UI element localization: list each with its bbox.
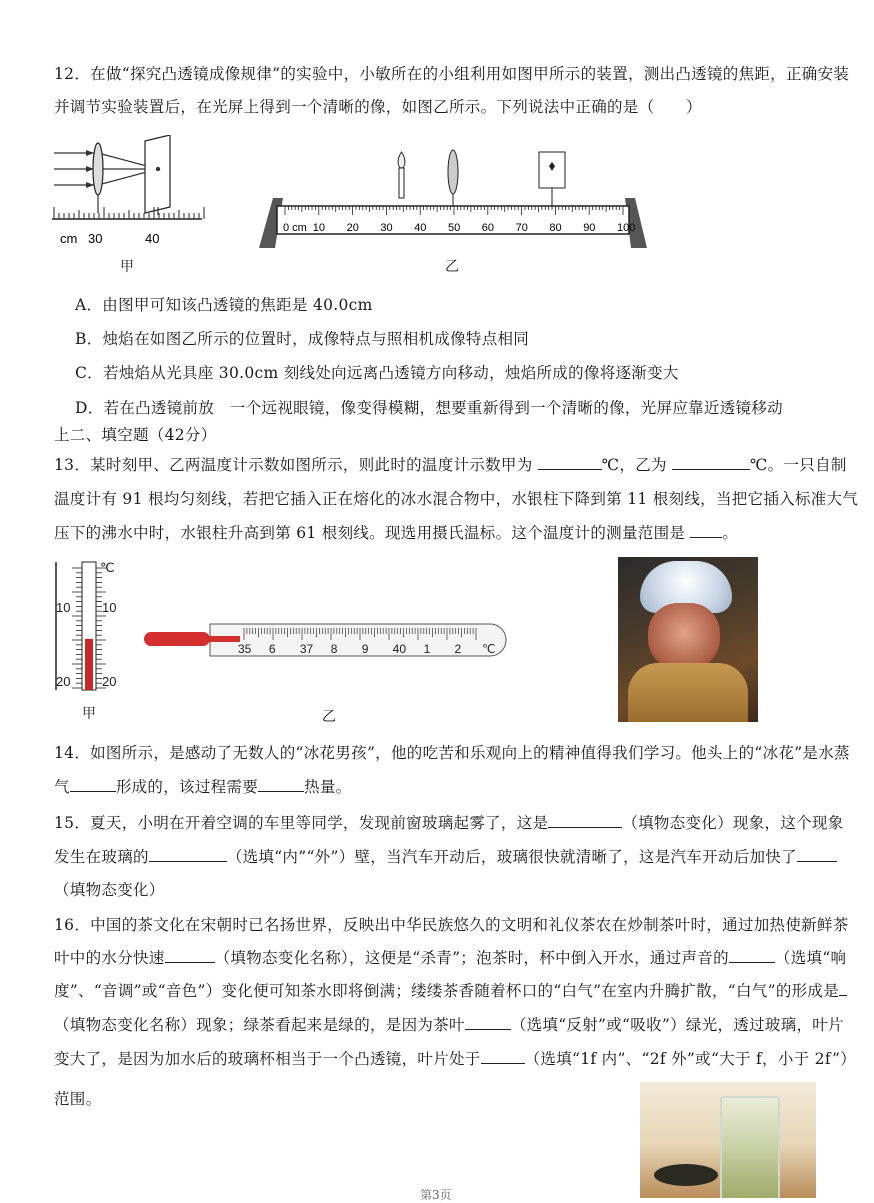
q13-unit2: ℃。一只自制: [750, 456, 847, 474]
q13-line3: [54, 521, 844, 543]
q16-text: 度”、“音调”或“音色”）变化便可知茶水即将倒满；缕缕茶香随着杯口的“白气”在室内升腾扩散，“白气”的形成是: [54, 982, 840, 1000]
q16-text: 叶中的水分快速: [54, 949, 165, 967]
section-heading-fill-in: 上二、填空题（42分）: [54, 426, 217, 444]
q15-line2: [54, 845, 844, 867]
answer-blank[interactable]: [481, 1049, 525, 1064]
lens-focal-length-figure: [50, 135, 210, 250]
ice-flower-boy-photo: [618, 557, 758, 722]
q13-unit1: ℃，乙为: [601, 456, 667, 474]
q16-line2: [54, 946, 847, 968]
figure-caption-yi: 乙: [445, 259, 459, 275]
ruler-tick-40: 40: [145, 231, 160, 246]
answer-blank[interactable]: [690, 523, 722, 538]
answer-blank[interactable]: [548, 813, 622, 828]
bench-tick-label: 50: [448, 222, 461, 234]
bench-tick-label: 100: [617, 222, 636, 234]
answer-blank[interactable]: [149, 847, 227, 862]
therm-yi-label: 40: [392, 642, 407, 656]
therm-jia-right-10: 10: [102, 600, 117, 615]
bench-tick-label: 30: [380, 222, 393, 234]
q15-line3: （填物态变化）: [54, 881, 165, 899]
thermometer-jia: [52, 560, 132, 695]
answer-blank[interactable]: [70, 777, 116, 792]
ruler-unit-label: cm: [60, 231, 78, 246]
bench-tick-label: 0 cm: [283, 222, 307, 234]
therm-jia-right-20: 20: [102, 674, 117, 689]
q15-line1: [54, 811, 844, 833]
therm-yi-label: 37: [299, 642, 314, 656]
q12-option-d: D．若在凸透镜前放 一个远视眼镜，像变得模糊，想要重新得到一个清晰的像，光屏应靠近透镜移动: [75, 399, 783, 417]
q15-text: （填物态变化）现象，这个现象: [622, 814, 844, 832]
caption-therm-yi: 乙: [322, 709, 336, 725]
ruler-tick-30: 30: [88, 231, 103, 246]
q13-text: 13．某时刻甲、乙两温度计示数如图所示，则此时的温度计示数甲为: [54, 456, 533, 474]
q12-line1: 12．在做“探究凸透镜成像规律”的实验中，小敏所在的小组利用如图甲所示的装置，测出凸透镜的焦距，正确安装: [54, 65, 850, 83]
q16-line3: [54, 979, 844, 1001]
answer-blank[interactable]: [839, 981, 847, 996]
therm-yi-unit: ℃: [482, 642, 496, 656]
figure-caption-jia: 甲: [120, 259, 134, 275]
therm-yi-label: 1: [423, 642, 431, 656]
q12-option-b: B．烛焰在如图乙所示的位置时，成像特点与照相机成像特点相同: [75, 330, 530, 348]
q16-text: （填物态变化名称）现象；绿茶看起来是绿的，是因为茶叶: [54, 1016, 465, 1034]
therm-jia-left-10: 10: [56, 600, 71, 615]
bench-tick-label: 40: [414, 222, 427, 234]
caption-therm-jia: 甲: [82, 706, 96, 722]
q15-text: （选填“内”“外”）壁，当汽车开动后，玻璃很快就清晰了，这是汽车开动后加快了: [226, 848, 797, 866]
therm-jia-unit: ℃: [100, 560, 115, 575]
q14-text: 热量。: [304, 778, 352, 796]
q14-line1: 14．如图所示，是感动了无数人的“冰花男孩”，他的吃苦和乐观向上的精神值得我们学习。他头上的“冰花”是水蒸: [54, 744, 850, 762]
q13-end: 。: [722, 524, 739, 542]
therm-yi-label: 9: [361, 642, 369, 656]
q16-text: 变大了，是因为加水后的玻璃杯相当于一个凸透镜，叶片处于: [54, 1050, 481, 1068]
answer-blank[interactable]: [165, 948, 215, 963]
q13-line2: 温度计有 91 根均匀刻线，若把它插入正在熔化的冰水混合物中，水银柱下降到第 11 根刻线，当把它插入标准大气: [54, 490, 859, 508]
q16-text: （选填“1f 内”、“2f 外”或“大于 f，小于 2f”）: [524, 1050, 857, 1068]
answer-blank[interactable]: [465, 1015, 511, 1030]
q16-text: （选填“响: [774, 949, 847, 967]
optical-bench-figure: [255, 140, 650, 255]
therm-yi-label: 8: [330, 642, 338, 656]
q14-text: 形成的，该过程需要: [115, 778, 259, 796]
q16-line1: 16．中国的茶文化在宋朝时已名扬世界，反映出中华民族悠久的文明和礼仪茶农在炒制茶叶时，通过加热使新鲜茶: [54, 916, 849, 934]
bench-tick-label: 70: [515, 222, 528, 234]
therm-yi-label: 6: [268, 642, 276, 656]
therm-jia-left-20: 20: [56, 674, 71, 689]
q16-line5: [54, 1047, 857, 1069]
answer-blank[interactable]: [797, 847, 837, 862]
bench-tick-label: 90: [583, 222, 596, 234]
q16-text: （填物态变化名称），这便是“杀青”；泡茶时，杯中倒入开水，通过声音的: [214, 949, 729, 967]
green-tea-glass-photo: [640, 1082, 816, 1198]
page-number: 第3页: [420, 1188, 452, 1202]
q13-line1: [54, 453, 847, 475]
q16-line6: 范围。: [54, 1090, 102, 1108]
q16-text: （选填“反射”或“吸收”）绿光，透过玻璃，叶片: [510, 1016, 844, 1034]
bench-tick-label: 20: [346, 222, 359, 234]
q15-text: 发生在玻璃的: [54, 848, 149, 866]
answer-blank[interactable]: [672, 455, 750, 470]
q16-line4: [54, 1013, 844, 1035]
bench-tick-label: 10: [312, 222, 326, 234]
answer-blank[interactable]: [258, 777, 304, 792]
q12-option-c: C．若烛焰从光具座 30.0cm 刻线处向远离凸透镜方向移动，烛焰所成的像将逐渐变大: [75, 364, 679, 382]
q12-line2: 并调节实验装置后，在光屏上得到一个清晰的像，如图乙所示。下列说法中正确的是（ ）: [54, 98, 702, 116]
q13-text: 压下的沸水中时，水银柱升高到第 61 根刻线。现选用摄氏温标。这个温度计的测量范围是: [54, 524, 686, 542]
q12-option-a: A．由图甲可知该凸透镜的焦距是 40.0cm: [75, 296, 373, 314]
bench-tick-label: 80: [549, 222, 562, 234]
answer-blank[interactable]: [538, 455, 602, 470]
therm-yi-label: 35: [238, 642, 252, 656]
q15-text: 15．夏天，小明在开着空调的车里等同学，发现前窗玻璃起雾了，这是: [54, 814, 549, 832]
therm-yi-label: 2: [454, 642, 462, 656]
q14-text: 气: [54, 778, 70, 796]
q14-line2: [54, 775, 844, 797]
clinical-thermometer-yi: [140, 618, 510, 662]
answer-blank[interactable]: [729, 948, 775, 963]
bench-tick-label: 60: [481, 222, 495, 234]
